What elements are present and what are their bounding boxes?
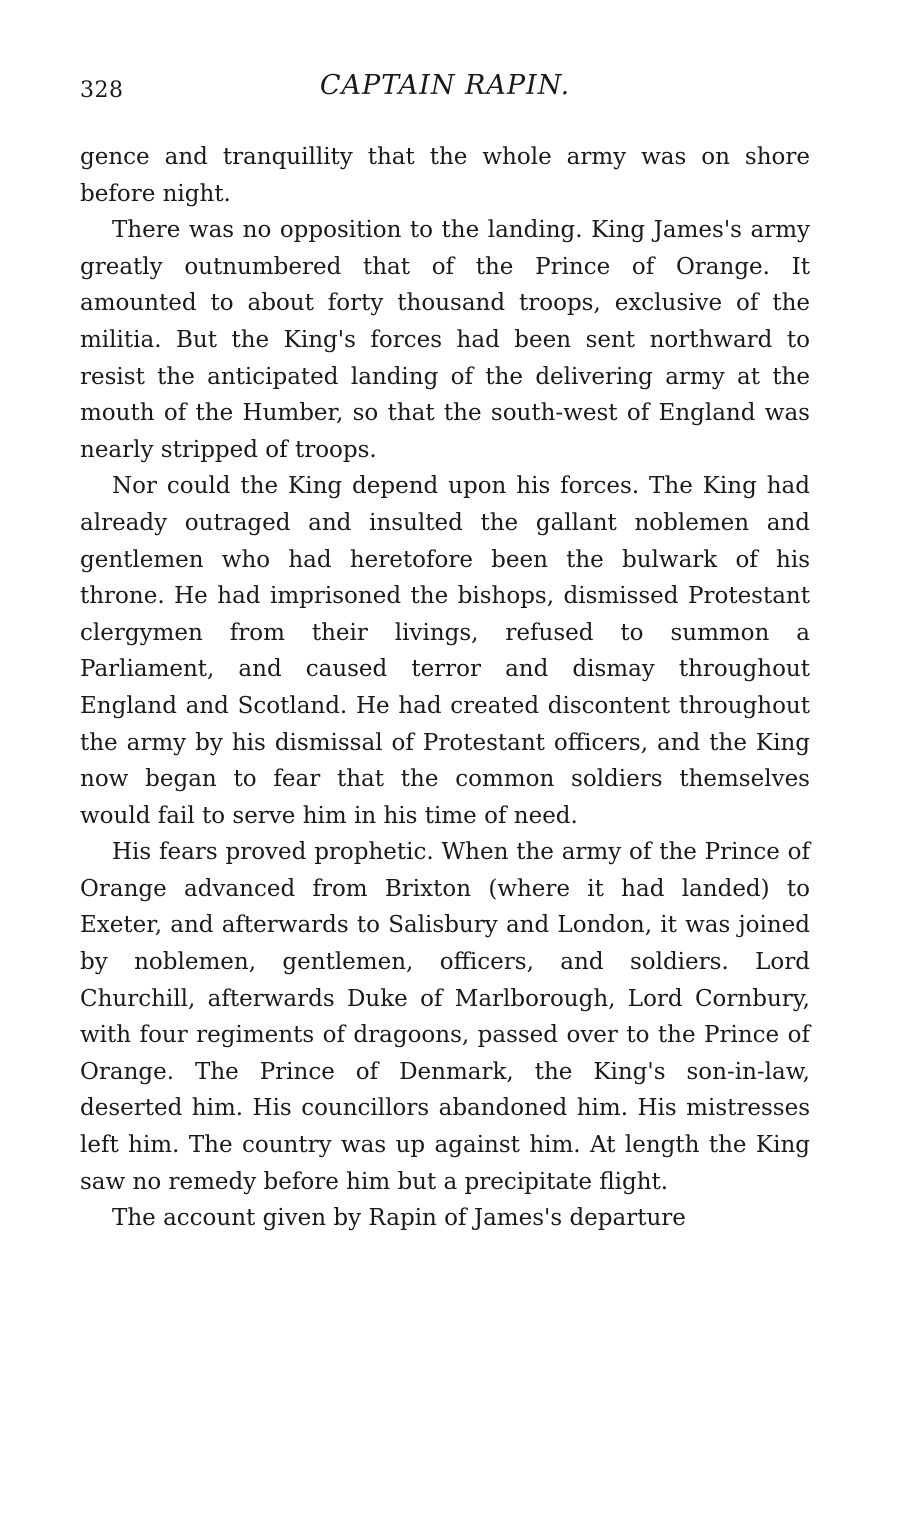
paragraph-rapin-account: The account given by Rapin of James's departure — [112, 1205, 686, 1232]
running-title: CAPTAIN RAPIN. — [319, 70, 571, 101]
body-text — [80, 139, 810, 1237]
paragraph-fears-prophetic: His fears proved prophetic. When the army of the Prince of Orange advanced from Brixton (where it had landed) to Exeter, and afterwards to Salisbury and London, it was joined by noblemen, gentlemen, officers, and soldiers. Lord Churchill, afterwards Duke of Marlborough, Lord Cornbury, with four regiments of dragoons, passed over to the Prince of Orange. The Prince of Denmark, the King's son-in-law, deserted him. His councillors abandoned him. His mistresses left him. The country was up against him. At length the King saw no remedy before him but a precipitate flight. — [80, 839, 810, 1195]
paragraph-landing: There was no opposition to the landing. King James's army greatly outnumbered that of the Prince of Orange. It amounted to about forty thousand troops, exclusive of the militia. But the King's forces had been sent northward to resist the anticipated landing of the delivering army at the mouth of the Humber, so that the south-west of England was nearly stripped of troops. — [80, 217, 810, 463]
page-header — [80, 70, 810, 110]
page-number: 328 — [80, 78, 124, 103]
paragraph-king-forces: Nor could the King depend upon his forces. The King had already outraged and insulted the gallant noblemen and gentlemen who had heretofore been the bulwark of his throne. He had imprisoned the bishops, dismissed Protestant clergymen from their livings, refused to summon a Parliament, and caused terror and dismay throughout England and Scotland. He had created discontent throughout the army by his dismissal of Protestant officers, and the King now began to fear that the common soldiers themselves would fail to serve him in his time of need. — [80, 473, 810, 829]
paragraph-continued: gence and tranquillity that the whole army was on shore before night. — [80, 144, 810, 207]
